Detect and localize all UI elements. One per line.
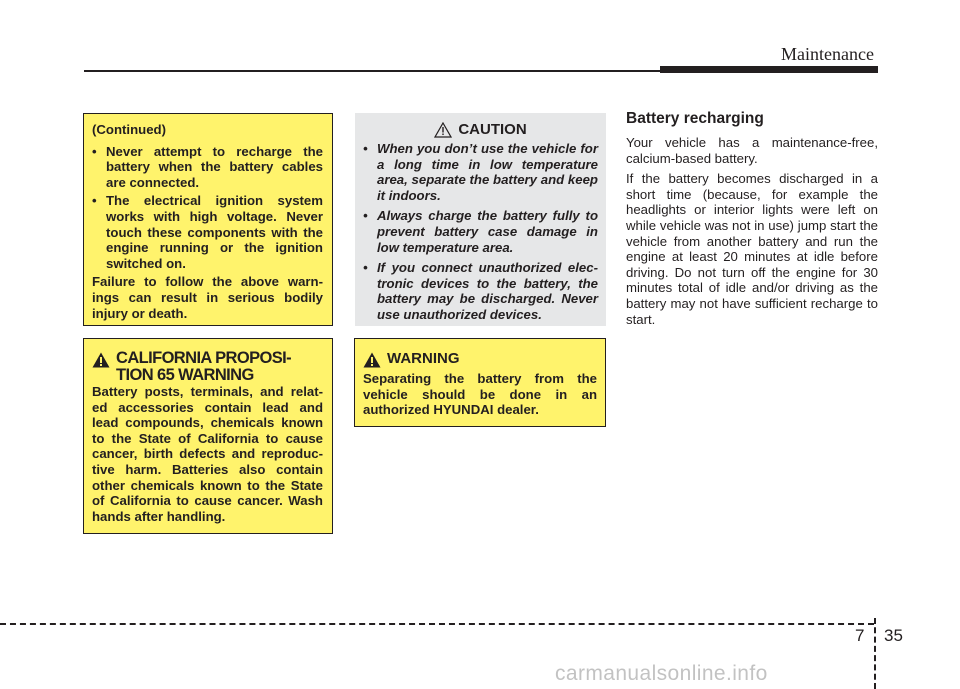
page-number: 35 — [884, 626, 903, 645]
warning-box — [354, 338, 606, 427]
footer-dashed-rule — [0, 623, 874, 625]
prop65-warning-box — [83, 338, 333, 534]
header-rule-thick — [660, 66, 878, 73]
chapter-number: 7 — [855, 626, 865, 645]
warning-title: WARNING — [387, 350, 460, 367]
list-item: • When you don’t use the vehicle for a long time in low temperature area, separate the battery and keep it indoors. — [363, 141, 598, 203]
prop65-heading — [92, 350, 323, 384]
warning-text: Separating the battery from the vehicle should be done in an authorized HYUNDAI dealer. — [363, 371, 597, 418]
section-title: Battery recharging — [626, 110, 764, 127]
list-item: • Always charge the battery fully to prevent battery case damage in low temperature area. — [363, 208, 598, 255]
continued-tail-text: Failure to follow the above warn- ings can result in serious bodily injury or death. — [92, 274, 323, 321]
header-rule-thin — [84, 70, 660, 72]
caution-list — [363, 141, 598, 323]
list-item: • If you connect unauthorized elec- tronic devices to the battery, the battery may be discharged. Never use unauthorized devices. — [363, 260, 598, 322]
paragraph: Your vehicle has a maintenance-free, calcium-based battery. — [626, 135, 878, 166]
continued-warning-box — [83, 113, 333, 326]
prop65-text: Battery posts, terminals, and relat- ed accessories contain lead and lead compounds, chemicals known to the State of California to cause cancer, birth defects and reproduc- tive harm. Batteries also contain other chemicals known to the State of California to cause cancer. Wash hands after handling. — [92, 384, 323, 524]
paragraph: If the battery becomes discharged in a short time (because, for example the headlights or interior lights were left on while vehicle was not in use) jump start the vehicle from another battery and run the engine at least 20 minutes at idle before driving. Do not turn off the engine for 30 minutes total of idle and/or driving as the battery may not have sufficient recharge to start. — [626, 171, 878, 327]
caution-triangle-icon — [434, 122, 452, 138]
caution-title: CAUTION — [458, 121, 527, 139]
battery-recharging-section — [626, 110, 878, 332]
caution-box — [355, 113, 606, 326]
prop65-title: CALIFORNIA PROPOSI- TION 65 WARNING — [116, 349, 291, 384]
continued-list — [92, 144, 323, 272]
warning-triangle-icon — [363, 352, 381, 368]
warning-heading — [363, 350, 597, 368]
caution-heading — [363, 122, 598, 138]
watermark-text: carmanualsonline.info — [555, 662, 768, 685]
list-item: • The electrical ignition system works with high voltage. Never touch these components with the engine running or the ignition switched on. — [92, 193, 323, 271]
warning-triangle-icon — [92, 352, 110, 368]
page-header-title: Maintenance — [781, 44, 874, 64]
footer-dashed-divider — [874, 618, 876, 689]
continued-heading: (Continued) — [92, 122, 166, 137]
list-item: • Never attempt to recharge the battery when the battery cables are connected. — [92, 144, 323, 191]
